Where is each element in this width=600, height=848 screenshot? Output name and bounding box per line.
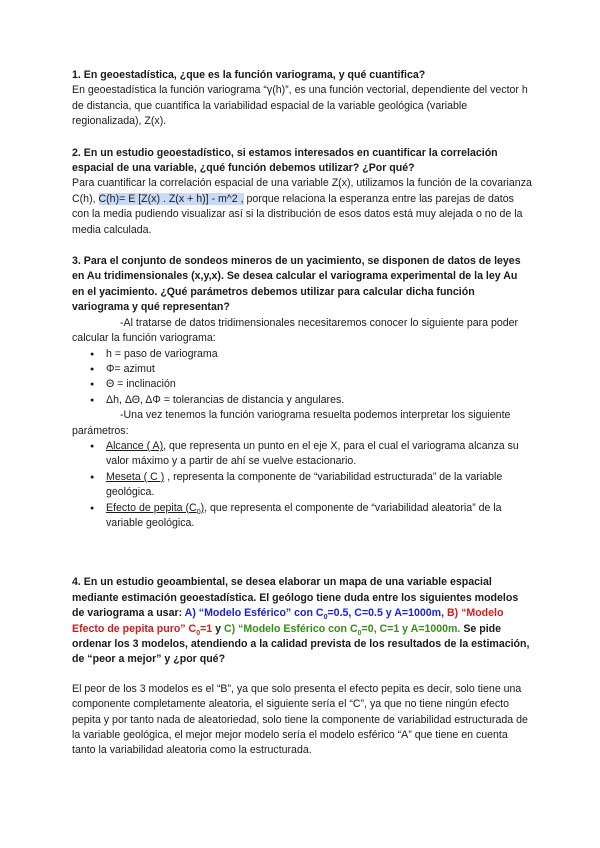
conjunction: y [212,622,224,635]
answer-2-text-after: porque relaciona la esperanza entre las parejas de datos con la media pudiendo visualizar así si la distribución de esos datos está muy alejada o no de la media calculada. [72,192,523,236]
list-item [72,439,532,470]
title-text: 4. En un estudio geoambiental, se desea elaborar un mapa de una variable espacial mediante estimación geoestadística. El geólogo tiene duda entre los siguientes modelos de variograma a usar: [72,576,519,620]
model-a [184,607,445,622]
list-item: ● h = paso de variograma [72,347,532,362]
term-efecto-pepita [106,502,204,514]
list-item [72,501,532,532]
list-item: ● Θ = inclinación [72,377,532,392]
intro-text: -Al tratarse de datos tridimensionales necesitaremos conocer lo siguiente para poder calcular la función variograma: [72,316,519,345]
question-4-title [72,575,532,667]
question-1-title: 1. En geoestadística, ¿que es la función variograma, y qué cuantifica? [72,69,426,81]
interp-text: -Una vez tenemos la función variograma resuelta podemos interpretar los siguiente parámetros: [72,409,511,437]
title-text-end: Se pide ordenar los 3 modelos, atendiendo a la calidad prevista de los resultados de la estimación, de “peor a mejor” y ¿por qué? [72,622,530,666]
list-item: ● Δh, ΔΘ, ΔΦ = tolerancias de distancia y angulares. [72,393,532,408]
question-3-interpretation [72,408,532,439]
term-alcance: Alcance ( A) [106,439,164,452]
model-c [224,623,460,635]
model-b-values: =1 [200,622,213,635]
question-2-title: 2. En un estudio geoestadístico, si estamos interesados en cuantificar la correlación espacial de una variable, ¿qué función debemos utilizar? ¿Por qué? [72,146,498,175]
answer-2-text-before: Para cuantificar la correlación espacial de una variable Z(x), utilizamos la función de la covarianza C(h), [72,177,532,205]
model-c-values: =0, C=1 y [361,622,409,635]
list-item [72,470,532,501]
question-1-answer: En geoestadística la función variograma “γ(h)”, es una función vectorial, dependiente del vector h de distancia, que cuantifica la variabilidad espacial de la variable geológica (variable regionalizada), Z(x). [72,84,528,128]
term-desc: , que representa el componente de “variabilidad aleatoria” de la variable geológica. [106,501,502,529]
term-desc: , representa la componente de “variabilidad estructurada” de la variable geológica. [106,470,503,499]
model-c-label: C) “Modelo Esférico con C [223,622,358,635]
model-b-label: B) “Modelo Efecto de pepita puro” C [72,607,504,635]
term-subscript: 0 [196,508,201,516]
term-meseta: Meseta ( C ) [106,470,165,483]
term-text: Efecto de pepita (C [106,501,197,514]
variogram-parameters-list [72,439,532,531]
model-a-values: =0.5, C=0.5 y A=1000m, [327,607,445,620]
question-4-answer: El peor de los 3 modelos es el “B”, ya que solo presenta el efecto pepita es decir, solo tiene una componente completamente aleatoria, el siguiente sería el “C”, ya que no tiene ningún efecto pepita y por tanto nada de aleatoriedad, solo tiene la componente de variabilidad estructurada de la variable geológica, el mejor mejor modelo sería el modelo esférico “A” que tiene en cuenta tanto la variabilidad aleatoria como la estructurada. [72,682,528,757]
subscript: 0 [323,614,328,622]
list-item: ● Φ= azimut [72,362,532,377]
subscript: 0 [196,629,201,637]
parameter-list [72,347,532,409]
term-desc: , que representa un punto en el eje X, para el cual el variograma alcanza su valor máximo y a partir de ahí se vuelve estacionario. [106,439,519,468]
subscript: 0 [357,629,362,637]
question-2-answer [72,176,532,238]
model-a-label: A) “Modelo Esférico” con C [184,607,324,620]
question-3-intro [72,316,532,347]
document-body [72,68,532,759]
question-3-title: 3. Para el conjunto de sondeos mineros de un yacimiento, se disponen de datos de leyes en Au tridimensionales (x,y,x). Se desea calcular el variograma experimental de la ley Au en el yacimiento. ¿Qué parámetros debemos utilizar para calcular dicha función variograma y qué representan? [72,255,521,314]
model-c-range: A=1000m. [410,622,461,635]
term-close: ) [200,501,205,514]
covariance-formula: C(h)= E [Z(x) . Z(x + h)] - m^2 , [98,192,244,205]
